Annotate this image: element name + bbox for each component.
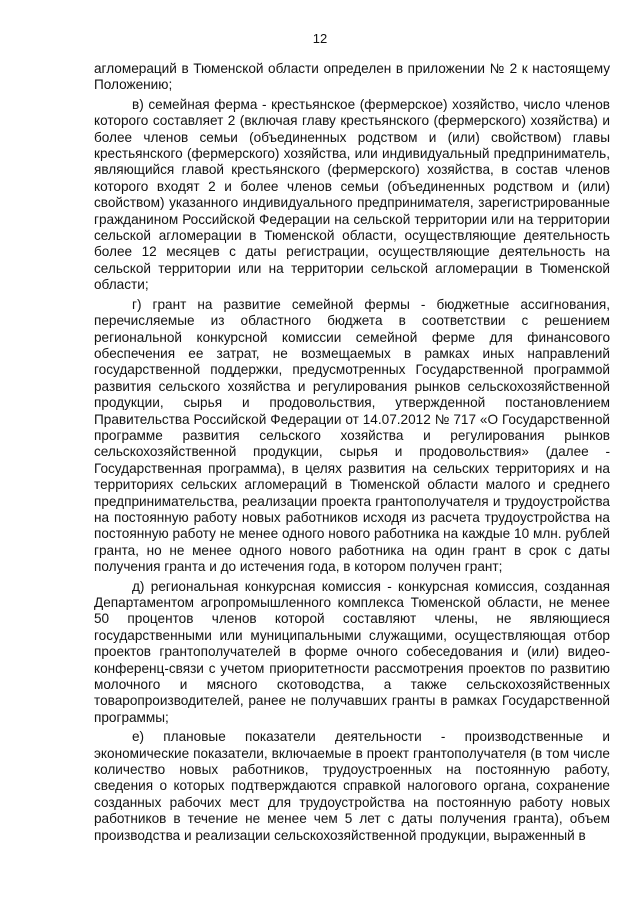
paragraph-item-e: е) плановые показатели деятельности - производственные и экономические показатели, включаемые в проект грантополучателя (в том числе количество новых работников, трудоустроенных на постоянную работу, сведения о которых подтверждаются справкой налогового органа, сохранение созданных рабочих мест для трудоустройства на постоянную работу новых работников в течение не менее чем 5 лет с даты получения гранта), объем производства и реализации сельскохозяйственной продукции, выраженный в [94, 729, 610, 843]
page-number: 12 [312, 31, 328, 46]
paragraph-item-g: г) грант на развитие семейной фермы - бюджетные ассигнования, перечисляемые из областного бюджета в соответствии с решением региональной конкурсной комиссии семейной ферме для финансового обеспечения ее затрат, не возмещаемых в рамках иных направлений государственной поддержки, предусмотренных Государственной программой развития сельского хозяйства и регулирования рынков сельскохозяйственной продукции, сырья и продовольствия, утвержденной постановлением Правительства Российской Федерации от 14.07.2012 № 717 «О Государственной программе развития сельского хозяйства и регулирования рынков сельскохозяйственной продукции, сырья и продовольствия» (далее - Государственная программа), в целях развития на сельских территориях и на территориях сельских агломераций в Тюменской области малого и среднего предпринимательства, реализации проекта грантополучателя и трудоустройства на постоянную работу новых работников исходя из расчета трудоустройства на постоянную работу не менее одного нового работника на каждые 10 млн. рублей гранта, но не менее одного нового работника на один грант в срок с даты получения гранта и до истечения года, в котором получен грант; [94, 296, 610, 575]
paragraph-item-v: в) семейная ферма - крестьянское (фермерское) хозяйство, число членов которого составляет 2 (включая главу крестьянского (фермерского) хозяйства) и более членов семьи (объединенных родством и (или) свойством) главы крестьянского (фермерского) хозяйства, или индивидуальный предприниматель, являющийся главой крестьянского (фермерского) хозяйства, в состав членов которого входят 2 и более членов семьи (объединенных родством и (или) свойством) указанного индивидуального предпринимателя, зарегистрированные гражданином Российской Федерации на сельской территории или на территории сельской агломерации в Тюменской области, осуществляющие деятельность более 12 месяцев с даты регистрации, осуществляющие деятельность на сельской территории или на территории сельской агломерации в Тюменской области; [94, 96, 610, 293]
document-body [94, 61, 610, 847]
paragraph-continuation: агломераций в Тюменской области определен в приложении № 2 к настоящему Положению; [94, 61, 610, 93]
paragraph-item-d: д) региональная конкурсная комиссия - конкурсная комиссия, созданная Департаментом агропромышленного комплекса Тюменской области, не менее 50 процентов членов которой составляют члены, не являющиеся государственными или муниципальными служащими, осуществляющая отбор проектов грантополучателей в форме очного собеседования и (или) видео-конференц-связи с учетом приоритетности рассмотрения проектов по развитию молочного и мясного скотоводства, а также сельскохозяйственных товаропроизводителей, ранее не получавших гранты в рамках Государственной программы; [94, 578, 610, 725]
